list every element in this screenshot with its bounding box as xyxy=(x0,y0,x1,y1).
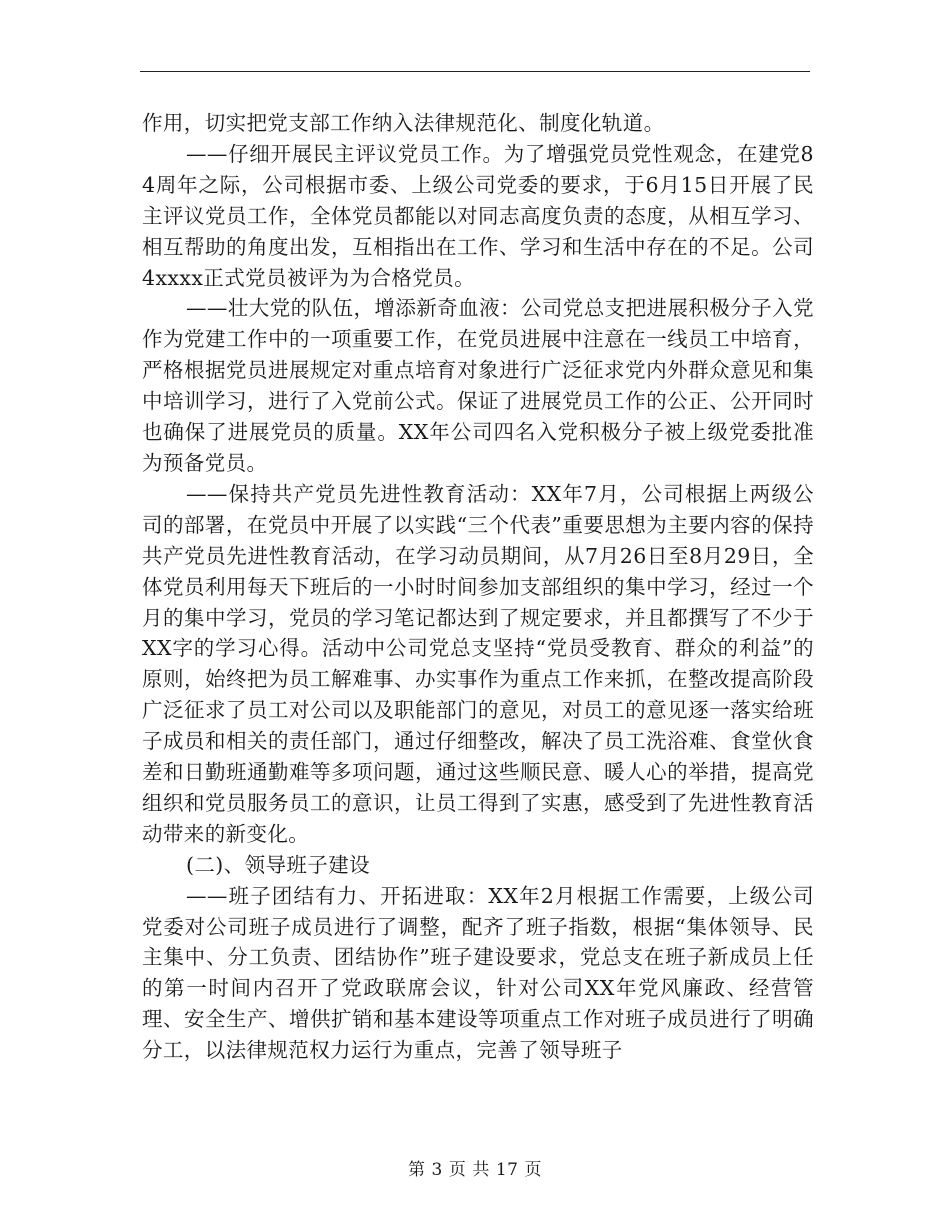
header-rule xyxy=(140,71,810,72)
paragraph: ——保持共产党员先进性教育活动：XX年7月，公司根据上两级公司的部署，在党员中开展了以实践“三个代表”重要思想为主要内容的保持共产党员先进性教育活动，在学习动员期间，从7月26日至8月29日，全体党员利用每天下班后的一小时时间参加支部组织的集中学习，经过一个月的集中学习，党员的学习笔记都达到了规定要求，并且都撰写了不少于XX字的学习心得。活动中公司党总支坚持“党员受教育、群众的利益”的原则，始终把为员工解难事、办实事作为重点工作来抓，在整改提高阶段广泛征求了员工对公司以及职能部门的意见，对员工的意见逐一落实给班子成员和相关的责任部门，通过仔细整改，解决了员工洗浴难、食堂伙食差和日勤班通勤难等多项问题，通过这些顺民意、暖人心的举措，提高党组织和党员服务员工的意识，让员工得到了实惠，感受到了先进性教育活动带来的新变化。 xyxy=(142,481,814,846)
footer-page-prefix: 第 xyxy=(408,1160,426,1180)
paragraph: ——壮大党的队伍，增添新奇血液：公司党总支把进展积极分子入党作为党建工作中的一项重要工作，在党员进展中注意在一线员工中培育，严格根据党员进展规定对重点培育对象进行广泛征求党内外群众意见和集中培训学习，进行了入党前公式。保证了进展党员工作的公正、公开同时也确保了进展党员的质量。XX年公司四名入党积极分子被上级党委批准为预备党员。 xyxy=(142,296,814,475)
footer-total-unit: 页 xyxy=(524,1160,542,1180)
footer-page-unit: 页 xyxy=(448,1160,467,1180)
page-footer xyxy=(0,1155,950,1180)
paragraph: 作用，切实把党支部工作纳入法律规范化、制度化轨道。 xyxy=(142,111,665,135)
body-text xyxy=(142,108,814,1066)
paragraph: ——仔细开展民主评议党员工作。为了增强党员党性观念，在建党84周年之际，公司根据市委、上级公司党委的要求，于6月15日开展了民主评议党员工作，全体党员都能以对同志高度负责的态度，从相互学习、相互帮助的角度出发，互相指出在工作、学习和生活中存在的不足。公司4xxxx正式党员被评为为合格党员。 xyxy=(142,141,814,290)
footer-page-number: 3 xyxy=(431,1160,443,1180)
section-heading: (二)、领导班子建设 xyxy=(186,852,370,877)
footer-total-prefix: 共 xyxy=(472,1160,490,1180)
paragraph: ——班子团结有力、开拓进取：XX年2月根据工作需要，上级公司党委对公司班子成员进行了调整，配齐了班子指数，根据“集体领导、民主集中、分工负责、团结协作”班子建设要求，党总支在班子新成员上任的第一时间内召开了党政联席会议，针对公司XX年党风廉政、经营管理、安全生产、增供扩销和基本建设等项重点工作对班子成员进行了明确分工，以法律规范权力运行为重点，完善了领导班子 xyxy=(142,883,814,1063)
footer-total-pages: 17 xyxy=(495,1160,519,1180)
